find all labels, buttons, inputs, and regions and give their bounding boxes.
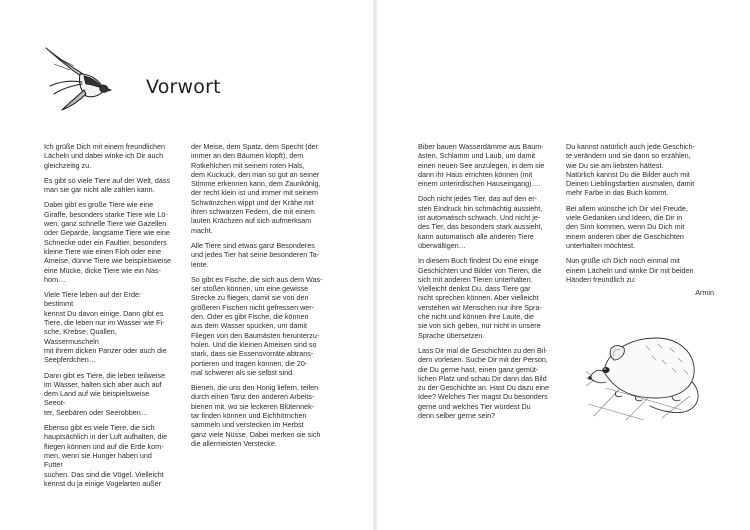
paragraph: Ebenso gibt es viele Tiere, die sich hauptsächlich in der Luft aufhalten, die fliegen können und auf die Erde kom- men, wenn sie Hunger haben und Futter suchen. Das sind die Vögel. Vielleicht kennst du ja einige Vogelarten außer [44,423,168,488]
paragraph: Lass Dir mal die Geschichten zu den Bil- dern vorlesen. Suche Dir mit der Person, die Du gerne hast, einen ganz gemüt- lichen Platz und schau Dir dann das Bild zu der Geschichte an. Hast Du dazu eine Idee? Welches Tier magst Du besonders gerne und welches Tier würdest Du denn selber gerne sein? [418,345,550,421]
paragraph: Viele Tiere leben auf der Erde: bestimmt kennst Du davon einige. Dann gibt es Tiere, die leben nur im Wasser wie Fi- sche, Krebse, Quallen, Wassermuscheln mit ihrem dicken Panzer oder auch die Seepferdchen… [44,290,167,365]
paragraph: Bienen, die uns den Honig liefern, teilen durch einen Tanz den anderen Arbeits- bienen mit, wo sie leckeren Blütennek- tar finden können und Eichhörnchen sammeln und verstecken im Herbst ganz viele Nüsse. Dabei merken sie sich die allermeisten Verstecke. [191,383,321,448]
text-column-4 [566,142,714,303]
paragraph: Dabei gibt es große Tiere wie eine Giraffe, besonders starke Tiere wie Lö- wen, ganz schnelle Tiere wie Gazellen oder Geparde, langsame Tiere wie eine Schnecke oder ein Faultier, besonders kleine Tiere wie einen Floh oder eine Ameise, dünne Tiere wie beispielsweise eine Mücke, dicke Tiere wie ein Nas- horn… [44,200,172,284]
paragraph: Alle Tiere sind etwas ganz Besonderes und jedes Tier hat seine besonderen Ta- lente. [191,240,320,269]
paragraph: So gibt es Fische, die sich aus dem Was- ser stoßen können, um eine gewisse Strecke zu fliegen, damit sie von den größeren Fischen nicht gefressen wer- den. Oder es gibt Fische, die können aus dem Wasser spucken, um damit Fliegen von den Baumästen herunterzu- holen. Und die kleinen Ameisen sind so stark, dass sie Essensvorräte abtrans- portieren und tragen können, die 20- mal schwerer als sie selbst sind. [191,274,323,377]
paragraph: der Meise, dem Spatz, dem Specht (der immer an den Bäumen klopft), dem Rotkehlchen mit seinem roten Hals, dem Kuckuck, den man so gut an seiner Stimme erkennen kann, dem Zaunkönig, der recht klein ist und immer mit seinem Schwänzchen wippt und der Krähe mit ihren schwarzen Federn, die mit einem lauten Krächzen auf sich aufmerksam macht. [191,142,321,235]
mouse-illustration [586,312,706,422]
paragraph: Doch nicht jedes Tier, das auf den er- sten Eindruck hin schmächtig aussieht, ist automatisch schwach. Und nicht je- des Tier, das besonders stark aussieht, kann automatisch alle anderen Tiere überwältigen… [418,194,543,250]
paragraph: Nun grüße ich Dich noch einmal mit einem Lächeln und winke Dir mit beiden Händen freundlich zu: [566,256,694,284]
paragraph: Du kannst natürlich auch jede Geschich- te verändern und sie dann so erzählen, wie Du sie am liebsten hättest. Natürlich kannst Du die Bilder auch mit Deinen Lieblingsfarben ausmalen, damit mehr Farbe in das Buch kommt. [566,142,696,198]
paragraph: Biber bauen Wasserdämme aus Baum- ästen, Schlamm und Laub, um damit einen neuen See anzulegen, in dem sie dann ihr Haus errichten können (mit einem unterirdischen Hauseingang)…. [418,142,545,189]
text-column-3 [418,142,556,426]
paragraph: Ich grüße Dich mit einem freundlichen Lächeln und dabei winke ich Dir auch gleichzeitig zu. [44,142,166,170]
paragraph: Dann gibt es Tiere, die leben teilweise im Wasser, halten sich aber auch auf dem Land auf wie beispielsweise Seeot- ter, Seebären oder Seerobben… [44,370,166,417]
paragraph: In diesem Buch findest Du eine einige Geschichten und Bilder von Tieren, die sich mit anderen Tieren unterhalten. Vielleicht denkst Du, dass Tiere gar nicht sprechen können. Aber vielleicht verstehen wir Menschen nur ihre Spra- che nicht und können ihre Laute, die sie von sich geben, nur nicht in unsere Sprache übersetzen. [418,256,542,340]
page-title: Vorwort [146,76,221,98]
paragraph: Bei allem wünsche ich Dir viel Freude, viele Gedanken und Ideen, die Dir in den Sinn kommen, wenn Du Dich mit einem anderen über die Geschichten unterhalten möchtest. [566,203,688,250]
book-spine [373,0,377,530]
paragraph: Es gibt so viele Tiere auf der Welt, dass man sie gar nicht alle zählen kann. [44,175,171,195]
swallow-illustration [40,40,112,112]
signature: Armin [695,288,714,298]
text-column-2 [191,142,333,454]
text-column-1 [44,142,172,494]
